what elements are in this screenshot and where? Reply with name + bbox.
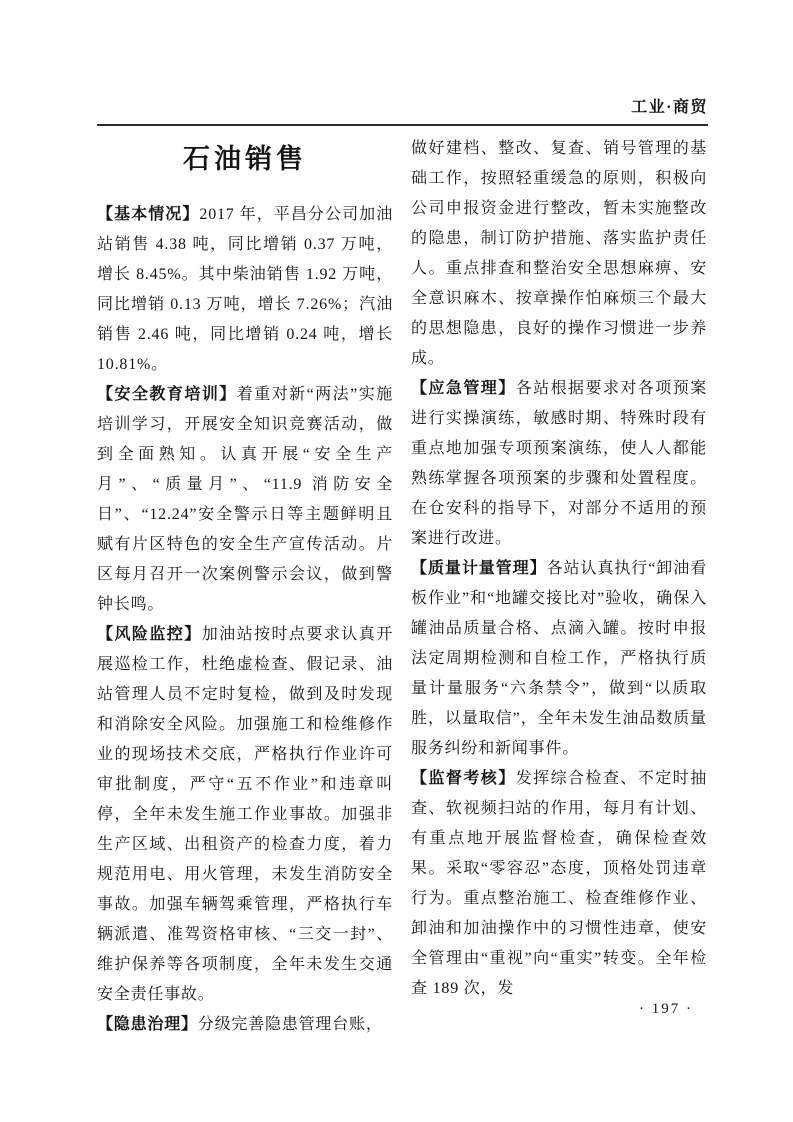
- entry-emergency-management: [411, 374, 707, 554]
- section-header: 工业·商贸: [631, 99, 708, 116]
- entry-quality-measurement: [411, 554, 707, 764]
- entry-header: 【监督考核】: [411, 770, 516, 787]
- entry-header: 【应急管理】: [411, 380, 516, 397]
- entry-header: 【隐患治理】: [97, 1016, 198, 1033]
- entry-text: 2017 年，平昌分公司加油站销售 4.38 吨，同比增销 0.37 万吨，增长 8.45%。其中柴油销售 1.92 万吨，同比增销 0.13 万吨，增长 7.26%；汽油销售 2.46 吨，同比增销 0.24 吨，增长 10.81%。: [97, 206, 393, 373]
- entry-text: 各站根据要求对各项预案进行实操演练，敏感时期、特殊时段有重点地加强专项预案演练，使人人都能熟练掌握各项预案的步骤和处置程度。在仓安科的指导下，对部分不适用的预案进行改进。: [411, 380, 707, 547]
- page-number: · 197 ·: [639, 1001, 693, 1017]
- header-rule: [97, 124, 708, 126]
- entry-text: 发挥综合检查、不定时抽查、软视频扫站的作用，每月有计划、有重点地开展监督检查，确保检查效果。采取“零容忍”态度，顶格处罚违章行为。重点整治施工、检查维修作业、卸油和加油操作中的习惯性违章，使安全管理由“重视”向“重实”转变。全年检查 189 次，发: [411, 770, 707, 997]
- entry-text: 做好建档、整改、复查、销号管理的基础工作，按照轻重缓急的原则，积极向公司申报资金进行整改，暂未实施整改的隐患，制订防护措施、落实监护责任人。重点排查和整治安全思想麻痹、安全意识麻木、按章操作怕麻烦三个最大的思想隐患，良好的操作习惯进一步养成。: [411, 140, 707, 367]
- left-column: [97, 134, 393, 1040]
- entry-header: 【基本情况】: [97, 206, 200, 223]
- entry-text: 加油站按时点要求认真开展巡检工作，杜绝虚检查、假记录、油站管理人员不定时复检，做到及时发现和消除安全风险。加强施工和检维修作业的现场技术交底，严格执行作业许可审批制度，严守“五不作业”和违章叫停，全年未发生施工作业事故。加强非生产区域、出租资产的检查力度，着力规范用电、用火管理，未发生消防安全事故。加强车辆驾乘管理，严格执行车辆派遣、准驾资格审核、“三交一封”、维护保养等各项制度，全年未发生交通安全责任事故。: [97, 626, 393, 1003]
- entry-header: 【安全教育培训】: [97, 386, 237, 403]
- entry-risk-monitoring: [97, 620, 393, 1010]
- entry-header: 【风险监控】: [97, 626, 202, 643]
- entry-text: 分级完善隐患管理台账，: [197, 1016, 383, 1033]
- page-title: 石油销售: [183, 144, 307, 174]
- entry-text: 着重对新“两法”实施培训学习，开展安全知识竞赛活动，做到全面熟知。认真开展“安全生产月”、“质量月”、“11.9 消防安全日”、“12.24”安全警示日等主题鲜明且赋有片区特色的安全生产宣传活动。片区每月召开一次案例警示会议，做到警钟长鸣。: [97, 386, 393, 613]
- right-column: [411, 134, 707, 1040]
- entry-basic-situation: [97, 200, 393, 380]
- text-columns: [97, 134, 708, 1040]
- entry-header: 【质量计量管理】: [411, 560, 547, 577]
- entry-text: 各站认真执行“卸油看板作业”和“地罐交接比对”验收，确保入罐油品质量合格、点滴入罐。按时申报法定周期检测和自检工作，严格执行质量计量服务“六条禁令”，做到“以质取胜，以量取信”，全年未发生油品数质量服务纠纷和新闻事件。: [411, 560, 707, 757]
- entry-supervision-assessment: [411, 764, 707, 1004]
- entry-safety-education: [97, 380, 393, 620]
- entry-hazard-control-continued: [411, 134, 707, 374]
